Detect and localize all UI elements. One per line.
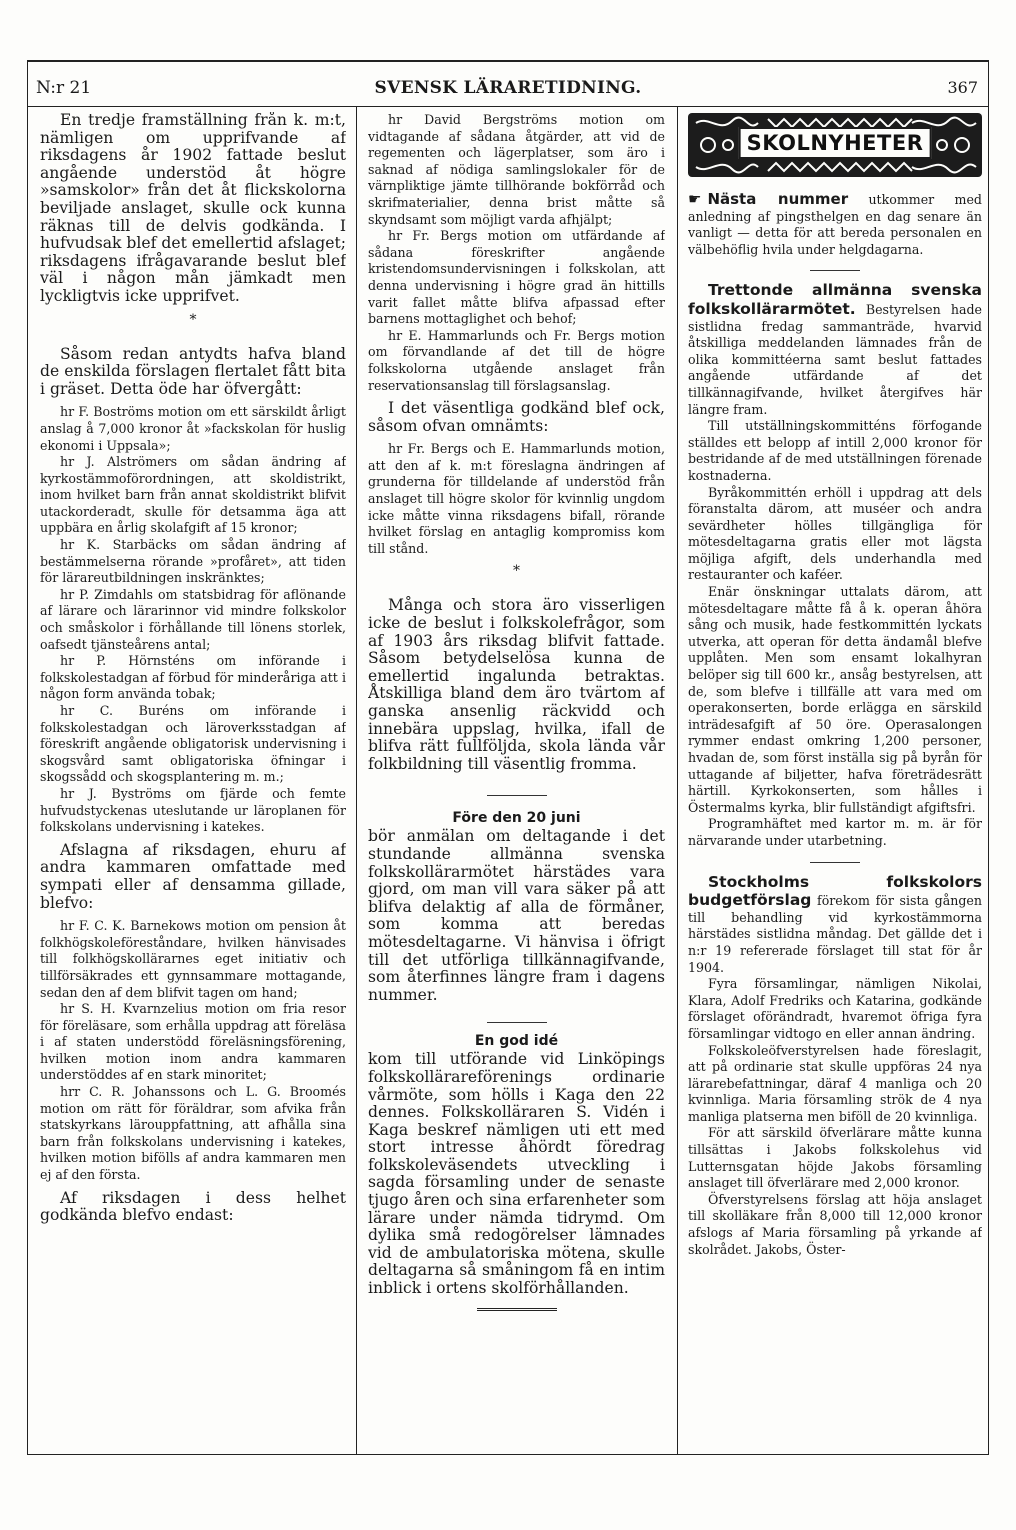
news-item bbox=[688, 191, 982, 258]
col1-paragraph-2: Såsom redan antydts hafva bland de enskilda förslagen flertalet fått bita i gräset. Detta öde har öfvergått: bbox=[40, 344, 346, 398]
motion-item: hr P. Zimdahls om statsbidrag för aflönande af lärare och lärarinnor vid mindre folkskolor och småskolor i förhållande till lönens storlek, oafsedt tjänsteårens antal; bbox=[40, 586, 346, 652]
motion-item: hr E. Hammarlunds och Fr. Bergs motion om förvandlande af det till de högre folkskolorna utgående anslaget från reservationsanslag till förslagsanslag. bbox=[368, 327, 665, 393]
col2-paragraph-2: hr Fr. Bergs och E. Hammarlunds motion, att den af k. m:t föreslagna ändringen af grunderna för tilldelande af understöd från anslaget till högre skolor för kvinnlig ungdom icke måtte vinna riksdagens bifall, rörande hvilket förslag en antaglig kompromiss kom till stånd. bbox=[368, 441, 665, 556]
news-text: utkommer med anledning af pingsthelgen en dag senare än vanligt — detta för att bereda personalen en välbehöflig hvila under helgdagarna. bbox=[688, 192, 982, 257]
section-star: * bbox=[189, 311, 197, 328]
newspaper-page bbox=[27, 60, 989, 1455]
skolnyheter-banner bbox=[688, 113, 982, 177]
motion-item: hr F. C. K. Barnekows motion om pension åt folkhögskoleföreståndare, hvilken hänvisades till folkhögskollärarnes eget initiativ och tillförsäkrades ett gynnsammare mottagande, sedan den af dem blifvit tagen om hand; bbox=[40, 918, 346, 1000]
col1-paragraph-3: Afslagna af riksdagen, ehuru af andra kammaren omfattade med sympati eller af densamma gillade, blefvo: bbox=[40, 840, 346, 912]
motion-item: hr F. Boströms motion om ett särskildt årligt anslag å 7,000 kronor åt »fackskolan för huslig ekonomi i Uppsala»; bbox=[40, 404, 346, 453]
news-item bbox=[688, 281, 982, 418]
column-divider-1 bbox=[356, 107, 357, 1454]
motion-item: hrr C. R. Johanssons och L. G. Broomés motion om rätt för föräldrar, som afvika från statskyrkans lärouppfattning, att afhålla sina barn från folkskolans undervisning i katekes, hvilken motion bifölls af andra kammaren men ej af den första. bbox=[40, 1084, 346, 1183]
section-heading: En god idé bbox=[474, 1033, 559, 1050]
news-lead: Trettonde allmänna svenska folkskollärarmötet. bbox=[688, 281, 982, 318]
column-divider-2 bbox=[677, 107, 678, 1454]
news-paragraph: För att särskild öfverlärare måtte kunna tillsättas i Jakobs folkskolehus vid Lutternsgatan höjde Jakobs församling anslaget till öfverlärare med 2,000 kronor. bbox=[688, 1125, 982, 1191]
column-1 bbox=[40, 112, 346, 1225]
page-header bbox=[28, 76, 988, 102]
news-paragraph: Byråkommittén erhöll i uppdrag att dels föranstalta därom, att muséer och andra sevärdheter hölles tillgängliga för mötesdeltagarna gratis eller mot lägsta möjliga afgift, dels underhandla med restauranter och kaféer. bbox=[688, 484, 982, 583]
news-paragraph: Fyra församlingar, nämligen Nikolai, Klara, Adolf Fredriks och Katarina, godkände förslaget oförändradt, hvaremot öfriga fyra församlingar vidtogo en eller annan ändring. bbox=[688, 976, 982, 1041]
col1-paragraph-4: Af riksdagen i dess helhet godkända blefvo endast: bbox=[40, 1188, 346, 1225]
banner-title: SKOLNYHETER bbox=[739, 127, 932, 159]
issue-number: N:r 21 bbox=[36, 78, 92, 98]
news-paragraph: Till utställningskommitténs förfogande ställdes ett belopp af intill 2,000 kronor för bestridande af de med utställningen förenade kostnaderna. bbox=[688, 418, 982, 483]
column-3 bbox=[688, 112, 982, 1258]
news-paragraph: Programhäftet med kartor m. m. är för närvarande under utarbetning. bbox=[688, 816, 982, 848]
header-rule bbox=[28, 106, 988, 107]
col2-paragraph-1: I det väsentliga godkänd blef ock, såsom ofvan omnämts: bbox=[368, 399, 665, 435]
motion-item: hr J. Byströms om fjärde och femte hufvudstyckenas uteslutande ur läroplanen för folkskolans undervisning i katekes. bbox=[40, 785, 346, 835]
col1-paragraph-1: En tredje framställning från k. m:t, nämligen om upprifvande af riksdagens år 1902 fattade beslut angående understöd åt högre »samskolor» från det åt flickskolorna beviljade anslaget, skulle ock kunna räknas till de delvis godkända. I hufvudsak blef det emellertid afslaget; riksdagens ifrågavarande beslut blef väl i någon mån jämkadt men lyckligtvis icke upprifvet. bbox=[40, 112, 346, 305]
news-paragraph: Öfverstyrelsens förslag att höja anslaget till skolläkare från 8,000 till 12,000 kronor afslogs af Maria församling på yrkande af skolrådet. Jakobs, Öster- bbox=[688, 1191, 982, 1257]
motion-item: hr David Bergströms motion om vidtagande af sådana åtgärder, att vid de regementen och lägerplatser, som äro i saknad af nödiga samlingslokaler för de värnpliktige jämte tillhörande bokförråd och skrifmaterialier, denna brist måtte så skyndsamt som möjligt varda afhjälpt; bbox=[368, 112, 665, 227]
motion-item: hr C. Buréns om införande i folkskolestadgan och läroverksstadgan af föreskrift angående obligatorisk undervisning i skogsvård samt obligatoriska öfningar i skogssådd och skogsplantering m. m.; bbox=[40, 703, 346, 785]
col2-paragraph-3: Många och stora äro visserligen icke de beslut i folkskolefrågor, som af 1903 års riksdag blifvit fattade. Såsom betydelselösa kunna de emellertid ingalunda betraktas. Åtskilliga bland dem äro tvärtom af ganska ansenlig räckvidd och innebära uppslag, hvilka, ifall de blifva rätt fullföljda, skola lända vår folkbildning till väsentlig fromma. bbox=[368, 596, 665, 773]
section-rule bbox=[810, 862, 860, 863]
motion-item: hr Fr. Bergs motion om utfärdande af sådana föreskrifter angående kristendomsundervisningen i folkskolan, att denna undervisning i högre grad än hittills varit fallet måtte blifva afpassad efter barnens mottaglighet och behof; bbox=[368, 228, 665, 327]
section-star: * bbox=[513, 563, 520, 580]
motion-item: hr P. Hörnsténs om införande i folkskolestadgan af förbud för minderåriga att i någon form använda tobak; bbox=[40, 653, 346, 702]
section-rule bbox=[810, 270, 860, 271]
news-text: förekom för sista gången till behandling vid kyrkostämmorna härstädes sistlidna måndag. Det gällde det i n:r 19 refererade förslaget till stat för år 1904. bbox=[688, 893, 982, 975]
col2-paragraph-5: kom till utförande vid Linköpings folkskollärareförenings ordinarie vårmöte, som hölls i Kaga den 22 dennes. Folkskolläraren S. Vidén i Kaga beskref nämligen uti ett med stort intresse åhördt föredrag folkskoleväsendets utveckling i sagda församling under de senaste tjugo åren och sina erfarenheter som lärare under nämda tidrymd. Om dylika små redogörelser lämnades vid de ambulatoriska mötena, skulle deltagarna så småningom få en intim inblick i ortens skolförhållanden. bbox=[368, 1050, 665, 1298]
end-rule bbox=[477, 1308, 557, 1312]
section-rule bbox=[487, 1022, 547, 1023]
section-heading: Före den 20 juni bbox=[452, 810, 581, 827]
motion-item: hr S. H. Kvarnzelius motion om fria resor för föreläsare, som erhålla uppdrag att föreläsa i af staten understödd föreläsningsförening, hvilken motion inom andra kammaren understöddes af en stark minoritet; bbox=[40, 1001, 346, 1083]
news-paragraph: Enär önskningar uttalats därom, att mötesdeltagare måtte få å k. operan åhöra sång och musik, hade festkommittén lyckats utverka, att operan för detta ändamål blefve upplåten. Men som ensamt lokalhyran belöper sig till 600 kr., ansåg bestyrelsen, att de, som blefve i tillfälle att vara med om operakonserten, borde erlägga en särskild inträdesafgift af 50 öre. Operasalongen rymmer endast omkring 1,200 personer, hvadan de, som först inställa sig på byrån för uttagande af biljetter, hafva företrädesrätt härtill. Kyrkokonserten, som hålles i Östermalms kyrka, blir fullständigt afgiftsfri. bbox=[688, 584, 982, 815]
news-item bbox=[688, 873, 982, 977]
publication-title: SVENSK LÄRARETIDNING. bbox=[374, 78, 642, 98]
column-2 bbox=[368, 112, 665, 1312]
pointing-hand-icon: ☛ bbox=[688, 190, 702, 208]
section-rule bbox=[487, 795, 547, 796]
page-number: 367 bbox=[947, 78, 978, 97]
news-text: Bestyrelsen hade sistlidna fredag sammanträde, hvarvid åtskilliga meddelanden lämnades från de olika kommittéerna samt beslut fattades angående utfärdande af det tillkännagifvande, hvilket återgifves här längre fram. bbox=[688, 301, 982, 417]
motion-item: hr K. Starbäcks om sådan ändring af bestämmelserna rörande »profåret», att tiden för lärareutbildningen inskränktes; bbox=[40, 537, 346, 586]
news-paragraph: Folkskoleöfverstyrelsen hade föreslagit, att på ordinarie stat skulle uppföras 24 nya lärarebefattningar, däraf 4 manliga och 20 kvinnliga. Maria församling strök de 4 nya manliga platserna men biföll de 20 kvinnliga. bbox=[688, 1042, 982, 1124]
col2-paragraph-4: bör anmälan om deltagande i det stundande allmänna svenska folkskollärarmötet härstädes vara gjord, om man vill vara säker på att blifva delaktig af alla de förmåner, som komma att beredas mötesdeltagarne. Vi hänvisa i öfrigt till det utförliga tillkännagifvande, som återfinnes längre fram i dagens nummer. bbox=[368, 827, 665, 1004]
motion-item: hr J. Alströmers om sådan ändring af kyrkostämmoförordningen, att skoldistrikt, inom hvilket barn från annat skoldistrikt blifvit utackorderadt, skulle för detsamma äga att uppbära en årlig skolafgift af 15 kronor; bbox=[40, 454, 346, 536]
news-lead: Stockholms folkskolors budgetförslag bbox=[688, 872, 982, 910]
news-lead: Nästa nummer bbox=[707, 190, 849, 208]
